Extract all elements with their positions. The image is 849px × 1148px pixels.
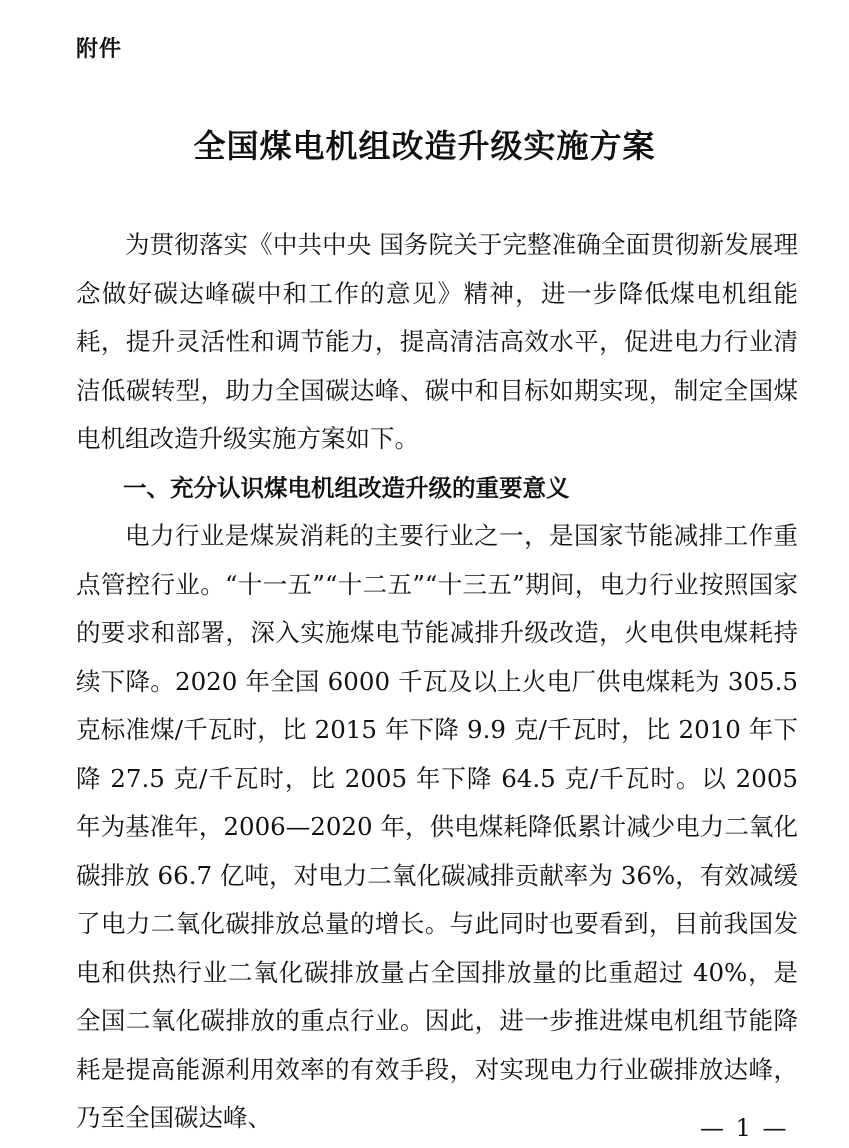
section-paragraph: 电力行业是煤炭消耗的主要行业之一，是国家节能减排工作重点管控行业。“十一五”“十二五”“十三五”期间，电力行业按照国家的要求和部署，深入实施煤电节能减排升级改造，火电供电煤耗持续下降。2020 年全国 6000 千瓦及以上火电厂供电煤耗为 305.5 克标准煤/千瓦时，比 2015 年下降 9.9 克/千瓦时，比 2010 年下降 27.5 克/千瓦时，比 2005 年下降 64.5 克/千瓦时。以 2005 年为基准年，2006—2020 年，供电煤耗降低累计减少电力二氧化碳排放 66.7 亿吨，对电力二氧化碳减排贡献率为 36%，有效减缓了电力二氧化碳排放总量的增长。与此同时也要看到，目前我国发电和供热行业二氧化碳排放量占全国排放量的比重超过 40%，是全国二氧化碳排放的重点行业。因此，进一步推进煤电机组节能降耗是提高能源利用效率的有效手段，对实现电力行业碳排放达峰，乃至全国碳达峰、	[76, 521, 798, 1132]
document-title: 全国煤电机组改造升级实施方案	[193, 127, 656, 165]
intro-paragraph: 为贯彻落实《中共中央 国务院关于完整准确全面贯彻新发展理念做好碳达峰碳中和工作的意见》精神，进一步降低煤电机组能耗，提升灵活性和调节能力，提高清洁高效水平，促进电力行业清洁低碳转型，助力全国碳达峰、碳中和目标如期实现，制定全国煤电机组改造升级实施方案如下。	[76, 230, 798, 453]
page-number: — 1 —	[700, 1114, 789, 1142]
document-body	[76, 221, 798, 1143]
attachment-label: 附件	[76, 37, 123, 62]
section-heading: 一、充分认识煤电机组改造升级的重要意义	[123, 473, 570, 502]
